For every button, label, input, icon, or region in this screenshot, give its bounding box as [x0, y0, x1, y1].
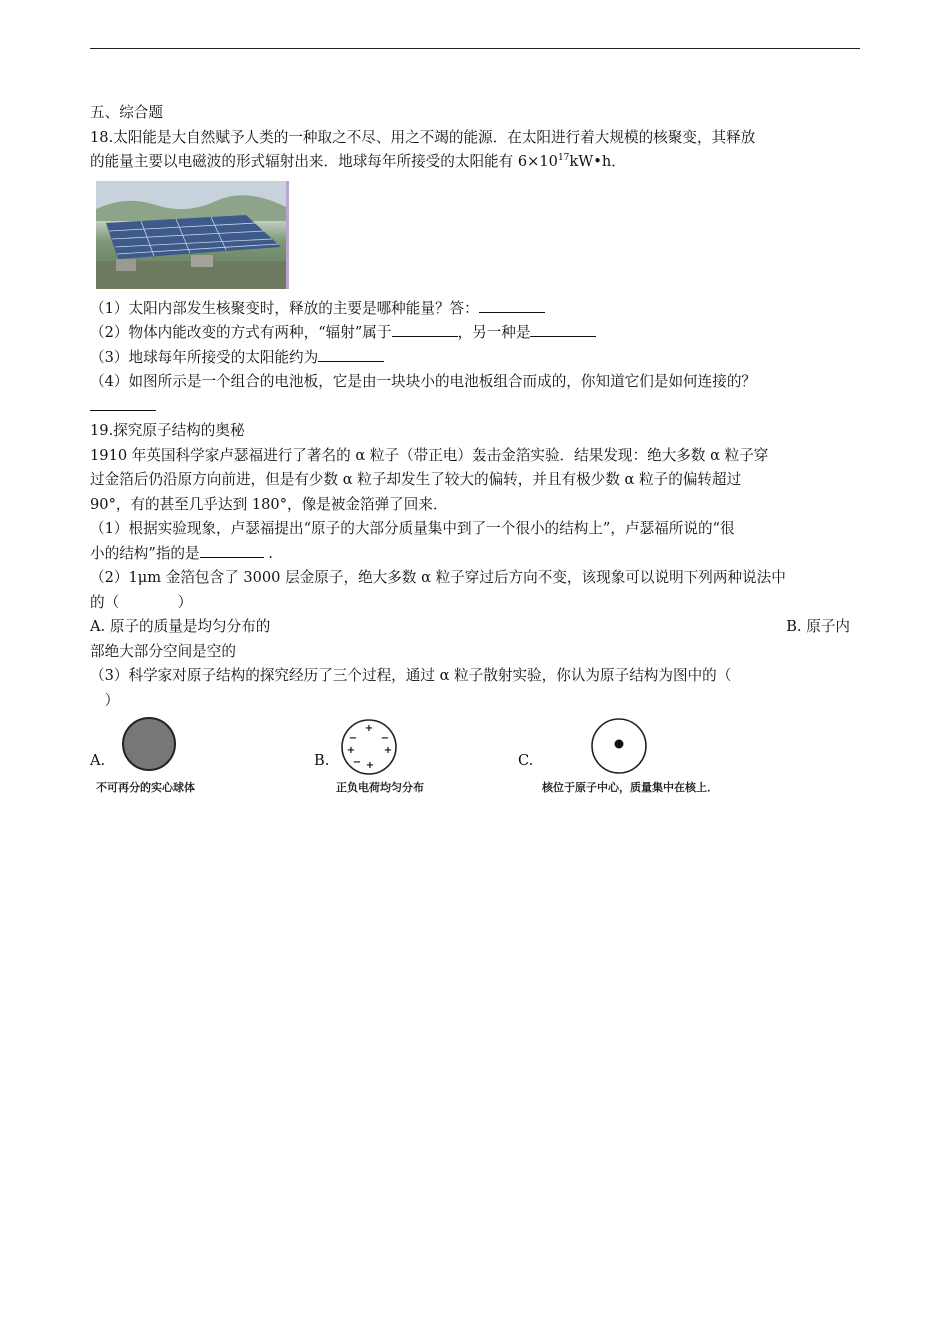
answer-blank[interactable] — [479, 298, 545, 313]
svg-text:−: − — [348, 733, 358, 744]
answer-blank[interactable] — [318, 347, 384, 362]
q18-intro-line1: 18.太阳能是大自然赋予人类的一种取之不尽、用之不竭的能源．在太阳进行着大规模的核聚变，其释放 — [90, 128, 756, 146]
q19-options-row — [90, 615, 860, 640]
solar-panel-image — [96, 181, 289, 289]
q19-sub3-line2: ） — [90, 691, 120, 709]
option-b-continued: 部绝大部分空间是空的 — [90, 642, 236, 660]
svg-text:+: + — [364, 723, 374, 734]
answer-blank[interactable] — [90, 396, 156, 411]
option-a[interactable]: A. 原子的质量是均匀分布的 — [90, 618, 271, 635]
svg-text:+: + — [383, 745, 393, 756]
figure-b-caption: 正负电荷均匀分布 — [336, 781, 424, 794]
q18-sub2: （2）物体内能改变的方式有两种，“辐射”属于 ，另一种是 — [90, 321, 860, 346]
figure-b-letter: B. — [314, 752, 330, 769]
header-rule — [90, 48, 860, 49]
q19-title: 19.探究原子结构的奥秘 — [90, 422, 245, 439]
q19-sub3-line1: （3）科学家对原子结构的探究经历了三个过程，通过 α 粒子散射实验，你认为原子结构为图中的（ — [90, 667, 732, 684]
svg-text:+: + — [346, 745, 356, 756]
q19-sub2-line1: （2）1μm 金箔包含了 3000 层金原子，绝大多数 α 粒子穿过后方向不变，该现象可以说明下列两种说法中 — [90, 569, 786, 586]
figure-a-letter: A. — [90, 752, 106, 769]
q18-intro-line2: 的能量主要以电磁波的形式辐射出来．地球每年所接受的太阳能有 $6\times 10^{17}kW•h$． — [90, 153, 626, 170]
plum-pudding-model-icon — [338, 717, 402, 781]
svg-text:−: − — [352, 757, 362, 768]
nuclear-model-icon — [588, 717, 652, 781]
figure-a-caption: 不可再分的实心球体 — [96, 781, 195, 794]
answer-blank[interactable] — [530, 322, 596, 337]
q18-sub3: （3）地球每年所接受的太阳能约为 — [90, 346, 860, 371]
section-title: 五、综合题 — [90, 104, 163, 121]
q18-sub4-blank-line — [90, 395, 860, 420]
answer-blank[interactable] — [200, 543, 264, 558]
exponent: 17 — [557, 153, 570, 163]
answer-blank[interactable] — [392, 322, 458, 337]
q19-sub1-line1: （1）根据实验现象，卢瑟福提出“原子的大部分质量集中到了一个很小的结构上”，卢瑟福所说的“很 — [90, 520, 735, 537]
document-body — [90, 101, 860, 797]
q19-para-line1: 1910 年英国科学家卢瑟福进行了著名的 α 粒子（带正电）轰击金箔实验．结果发现：绝大多数 α 粒子穿 — [90, 446, 769, 464]
figure-c-letter: C. — [518, 752, 534, 769]
q18-sub4: （4）如图所示是一个组合的电池板，它是由一块块小的电池板组合而成的，你知道它们是如何连接的？ — [90, 373, 757, 390]
q19-sub2-line2: 的（ ） — [90, 593, 193, 611]
q18-sub1: （1）太阳内部发生核聚变时，释放的主要是哪种能量？答： — [90, 297, 860, 322]
solar-panel-illustration — [96, 181, 286, 289]
option-b[interactable]: B. 原子内 — [786, 618, 850, 635]
svg-text:+: + — [365, 760, 375, 771]
svg-text:−: − — [380, 733, 390, 744]
solid-sphere-model-icon — [118, 717, 182, 781]
q19-para-line2: 过金箔后仍沿原方向前进，但是有少数 α 粒子却发生了较大的偏转，并且有极少数 α 粒子的偏转超过 — [90, 471, 742, 488]
q19-sub1-line2: 小的结构”指的是 . — [90, 544, 273, 562]
figure-c-caption: 核位于原子中心，质量集中在核上． — [542, 781, 718, 794]
q19-para-line3: 90°，有的甚至几乎达到 180°，像是被金箔弹了回来． — [90, 495, 448, 513]
atom-model-figures — [90, 717, 860, 797]
